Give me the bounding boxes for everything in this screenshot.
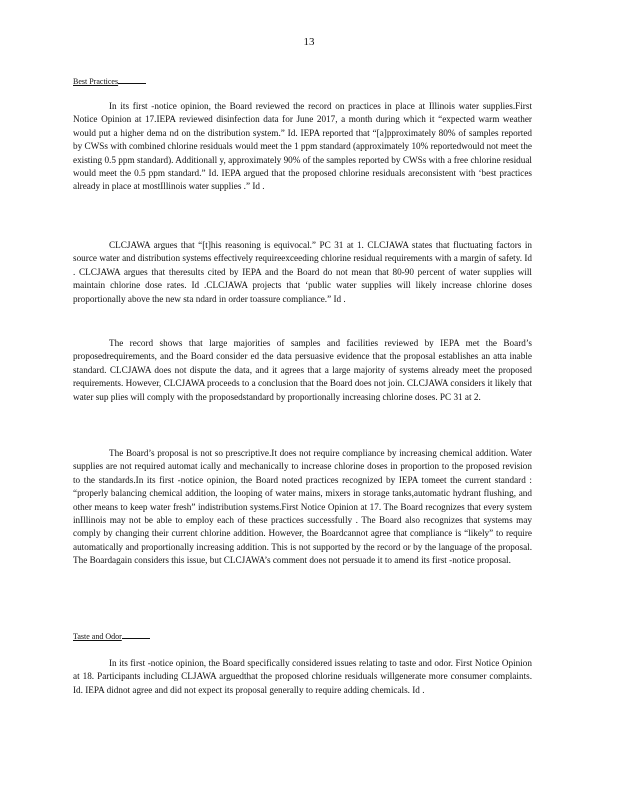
paragraph-best-practices-2: CLCJAWA argues that “[t]his reasoning is equivocal.” PC 31 at 1. CLCJAWA states that fluctuating factors in source water and distribution systems effectively requireexceeding chlorine residual requirements with a margin of safety. Id . CLCJAWA argues that theresults cited by IEPA and the Board do not mean that 80-90 percent of water supplies will maintain chlorine dose rates. Id .CLCJAWA projects that ‘public water supplies will likely increase chlorine doses proportionally above the new sta ndard in order toassure compliance.” Id . <box>73 240 532 304</box>
paragraph-best-practices-3: The record shows that large majorities of samples and facilities reviewed by IEPA met the Board’s proposedrequirements, and the Board consider ed the data persuasive evidence that the proposal establishes an atta inable standard. CLCJAWA does not dispute the data, and it agrees that a large majority of systems already meet the proposed requirements. However, CLCJAWA proceeds to a conclusion that the Board does not join. CLCJAWA considers it likely that water sup plies will comply with the proposedstandard by proportionally increasing chlorine doses. PC 31 at 2. <box>73 338 532 402</box>
paragraph-taste-and-odor-1: In its first -notice opinion, the Board specifically considered issues relating to taste and odor. First Notice Opinion at 18. Participants including CLJAWA arguedthat the proposed chlorine residuals willgenerate more consumer complaints. Id. IEPA didnot agree and did not expect its proposal generally to require adding chemicals. Id . <box>73 658 532 695</box>
page-number: 13 <box>303 36 315 48</box>
paragraph-best-practices-4: The Board’s proposal is not so prescriptive.It does not require compliance by increasing chemical addition. Water supplies are not required automat ically and mechanically to increase chlorine doses in proportion to the proposed revision to the standards.In its first -notice opinion, the Board noted practices recognized by IEPA tomeet the current standard : “properly balancing chemical addition, the looping of water mains, mixers in storage tanks,automatic hydrant flushing, and other means to keep water fresh” indistribution systems.First Notice Opinion at 17. The Board recognizes that every system inIllinois may not be able to employ each of these practices successfully . The Board also recognizes that systems may comply by changing their current chlorine addition. However, the Boardcannot agree that compliance is “likely” to require automatically and proportionally increasing addition. This is not supported by the record or by the language of the proposal. The Boardagain considers this issue, but CLCJAWA’s comment does not persuade it to amend its first -notice proposal. <box>73 448 532 566</box>
paragraph-best-practices-1: In its first -notice opinion, the Board reviewed the record on practices in place at Illinois water supplies.First Notice Opinion at 17.IEPA reviewed disinfection data for June 2017, a month during which it “expected warm weather would put a higher dema nd on the distribution system.” Id. IEPA reported that “[a]pproximately 80% of samples reported by CWSs with combined chlorine residuals would meet the 1 ppm standard (approximately 10% reportedwould not meet the existing 0.5 ppm standard). Additionall y, approximately 90% of the samples reported by CWSs with a free chlorine residual would meet the 0.5 ppm standard.” Id. IEPA argued that the proposed chlorine residuals areconsistent with ‘best practices already in place at mostIllinois water supplies .” Id . <box>73 101 532 192</box>
section-heading-taste-and-odor: Taste and Odor <box>73 631 150 641</box>
section-heading-best-practices: Best Practices <box>73 76 146 86</box>
